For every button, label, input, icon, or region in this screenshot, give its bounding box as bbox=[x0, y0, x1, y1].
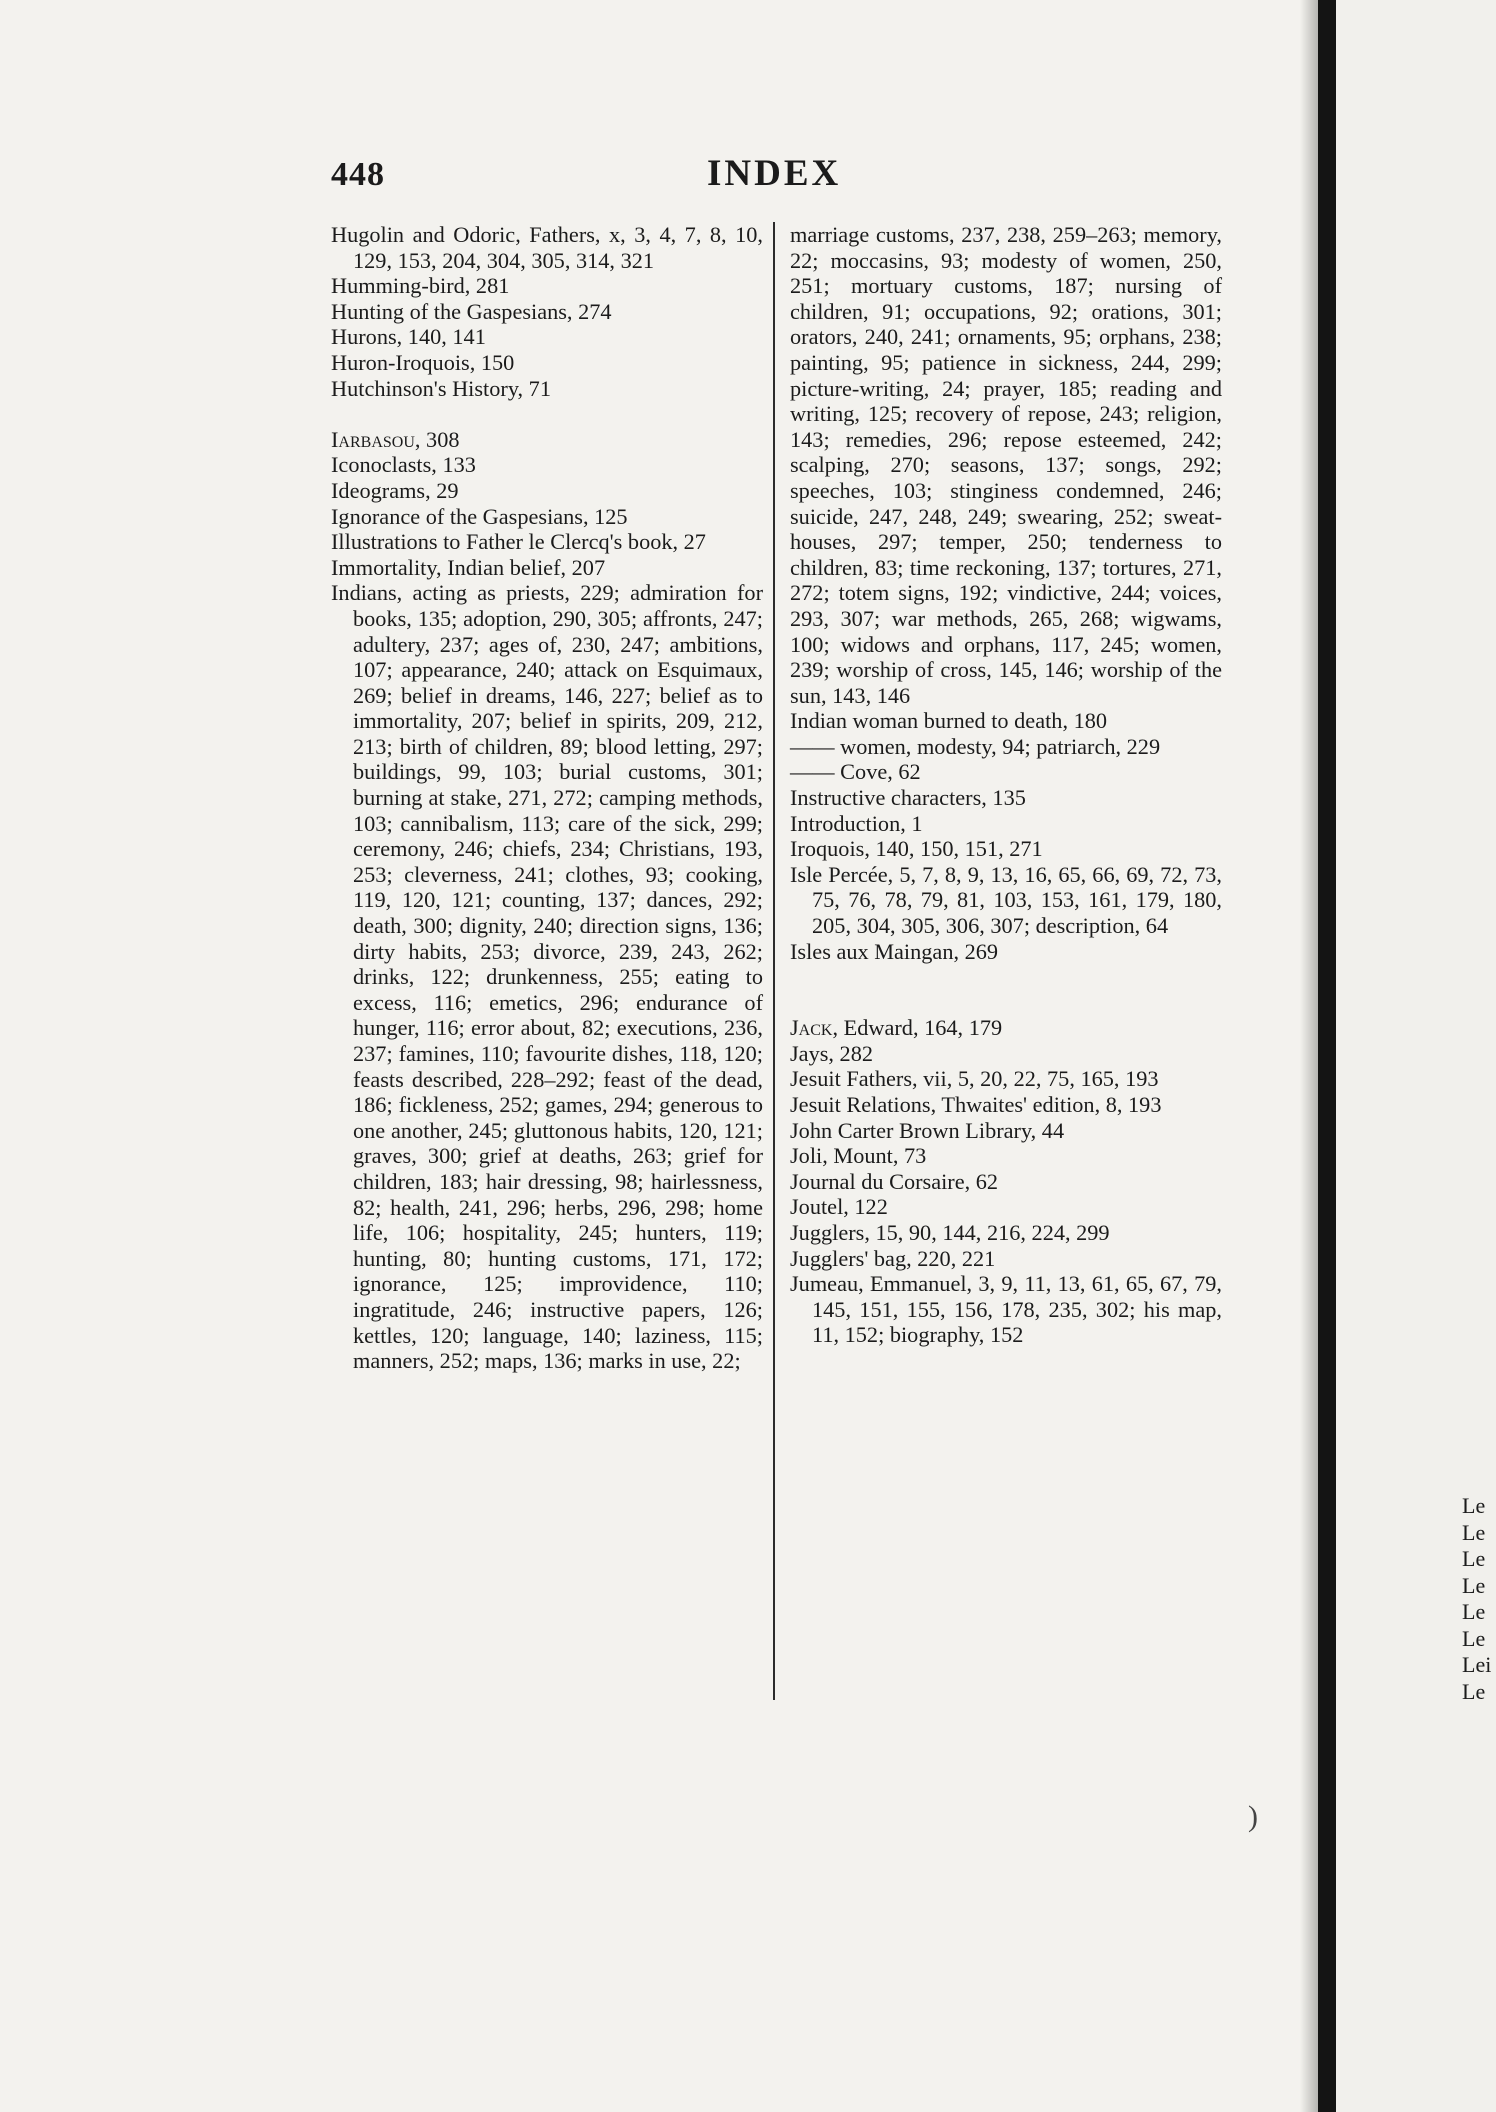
column-rule bbox=[773, 222, 775, 1700]
index-entry: Ideograms, 29 bbox=[331, 477, 459, 503]
index-entry bbox=[790, 1015, 1222, 1041]
index-entry: Hurons, 140, 141 bbox=[331, 324, 486, 350]
index-entry: Jesuit Fathers, vii, 5, 20, 22, 75, 165, 193 bbox=[790, 1066, 1159, 1092]
section-lead-word: Iarbasou bbox=[331, 426, 415, 452]
index-entry: Isles aux Maingan, 269 bbox=[790, 938, 999, 964]
facing-page-fragment: Le bbox=[1462, 1546, 1486, 1571]
index-entry: Iconoclasts, 133 bbox=[331, 452, 476, 478]
index-entry: Jugglers' bag, 220, 221 bbox=[790, 1245, 996, 1271]
book-gutter bbox=[1318, 0, 1336, 2112]
facing-page-fragment: Le bbox=[1462, 1678, 1486, 1704]
index-entry: Jumeau, Emmanuel, 3, 9, 11, 13, 61, 65, 67, 79, 145, 151, 155, 156, 178, 235, 302; his map, 11, 152; biography, 152 bbox=[790, 1271, 1222, 1348]
index-entry: Jugglers, 15, 90, 144, 216, 224, 299 bbox=[790, 1219, 1110, 1245]
section-gap bbox=[331, 401, 763, 427]
stray-mark: ) bbox=[1248, 1800, 1258, 1833]
index-entry: Hunting of the Gaspesians, 274 bbox=[331, 298, 612, 324]
index-entry: Jays, 282 bbox=[790, 1040, 873, 1066]
index-column-right bbox=[790, 222, 1222, 1348]
section-gap bbox=[790, 964, 1222, 1015]
index-entry: Journal du Corsaire, 62 bbox=[790, 1168, 999, 1194]
index-entry-text: , 308 bbox=[414, 426, 460, 452]
index-entry: Hugolin and Odoric, Fathers, x, 3, 4, 7, 8, 10, 129, 153, 204, 304, 305, 314, 321 bbox=[331, 222, 763, 273]
index-entry: Indian woman burned to death, 180 bbox=[790, 708, 1108, 734]
index-entry: Isle Percée, 5, 7, 8, 9, 13, 16, 65, 66, 69, 72, 73, 75, 76, 78, 79, 81, 103, 153, 161, 179, 180, 205, 304, 305, 306, 307; description, 64 bbox=[790, 861, 1222, 939]
index-entry: Ignorance of the Gaspesians, 125 bbox=[331, 503, 628, 529]
facing-page-fragment: Le bbox=[1462, 1493, 1486, 1518]
index-entry: Iroquois, 140, 150, 151, 271 bbox=[790, 836, 1043, 862]
index-entry bbox=[331, 427, 763, 453]
index-entry: Huron-Iroquois, 150 bbox=[331, 349, 515, 375]
facing-page-fragment: Le bbox=[1462, 1572, 1486, 1598]
index-entry: Introduction, 1 bbox=[790, 810, 923, 836]
index-entry: Indians, acting as priests, 229; admiration for books, 135; adoption, 290, 305; affronts, 247; adultery, 237; ages of, 230, 247; ambitions, 107; appearance, 240; attack on Esquimaux, 269; belief in dreams, 146, 227; belief as to immortality, 207; belief in spirits, 209, 212, 213; birth of children, 89; blood letting, 297; buildings, 99, 103; burial customs, 301; burning at stake, 271, 272; camping methods, 103; cannibalism, 113; care of the sick, 299; ceremony, 246; chiefs, 234; Christians, 193, 253; cleverness, 241; clothes, 93; cooking, 119, 120, 121; counting, 137; dances, 292; death, 300; dignity, 240; direction signs, 136; dirty habits, 253; divorce, 239, 243, 262; drinks, 122; drunkenness, 255; eating to excess, 116; emetics, 296; endurance of hunger, 116; error about, 82; executions, 236, 237; famines, 110; favourite dishes, 118, 120; feasts described, 228–292; feast of the dead, 186; fickleness, 252; games, 294; generous to one another, 245; gluttonous habits, 120, 121; graves, 300; grief at deaths, 263; grief for children, 183; hair dressing, 98; hairlessness, 82; health, 241, 296; herbs, 296, 298; home life, 106; hospitality, 245; hunters, 119; hunting, 80; hunting customs, 171, 172; ignorance, 125; improvidence, 110; ingratitude, 246; instructive papers, 126; kettles, 120; language, 140; laziness, 115; manners, 252; maps, 136; marks in use, 22; bbox=[331, 580, 763, 1374]
facing-page-fragment: Lei bbox=[1462, 1652, 1492, 1677]
index-entry: Immortality, Indian belief, 207 bbox=[331, 554, 606, 580]
index-entry: Jesuit Relations, Thwaites' edition, 8, 193 bbox=[790, 1092, 1162, 1117]
index-entry: Instructive characters, 135 bbox=[790, 785, 1026, 811]
facing-page-fragment: Le bbox=[1462, 1625, 1486, 1651]
gutter-shadow bbox=[1300, 0, 1318, 2112]
index-entry: Hutchinson's History, 71 bbox=[331, 375, 551, 401]
index-entry: Humming-bird, 281 bbox=[331, 273, 510, 299]
facing-page-fragment: Le bbox=[1462, 1599, 1486, 1624]
page-number: 448 bbox=[331, 156, 385, 193]
facing-page-fragment: Le bbox=[1462, 1519, 1486, 1545]
running-head: INDEX bbox=[707, 153, 842, 194]
section-lead-word: Jack bbox=[790, 1015, 833, 1041]
facing-page bbox=[1336, 0, 1496, 2112]
index-entry: John Carter Brown Library, 44 bbox=[790, 1117, 1065, 1143]
index-column-left bbox=[331, 222, 763, 1374]
facing-page-fragments bbox=[1462, 1493, 1491, 1705]
index-entry: —— women, modesty, 94; patriarch, 229 bbox=[790, 733, 1161, 759]
index-entry: —— Cove, 62 bbox=[790, 759, 921, 785]
index-entry-text: , Edward, 164, 179 bbox=[832, 1015, 1003, 1041]
index-entry: Joli, Mount, 73 bbox=[790, 1143, 927, 1169]
index-entry-continuation: marriage customs, 237, 238, 259–263; memory, 22; moccasins, 93; modesty of women, 250, 251; mortuary customs, 187; nursing of children, 91; occupations, 92; orations, 301; orators, 240, 241; ornaments, 95; orphans, 238; painting, 95; patience in sickness, 244, 299; picture-writing, 24; prayer, 185; reading and writing, 125; recovery of repose, 243; religion, 143; remedies, 296; repose esteemed, 242; scalping, 270; seasons, 137; songs, 292; speeches, 103; stinginess condemned, 246; suicide, 247, 248, 249; swearing, 252; sweat-houses, 297; temper, 250; tenderness to children, 83; time reckoning, 137; tortures, 271, 272; totem signs, 192; vindictive, 244; voices, 293, 307; war methods, 265, 268; wigwams, 100; widows and orphans, 117, 245; women, 239; worship of cross, 145, 146; worship of the sun, 143, 146 bbox=[790, 222, 1222, 708]
index-entry: Illustrations to Father le Clercq's book, 27 bbox=[331, 529, 706, 555]
index-entry: Joutel, 122 bbox=[790, 1194, 888, 1220]
